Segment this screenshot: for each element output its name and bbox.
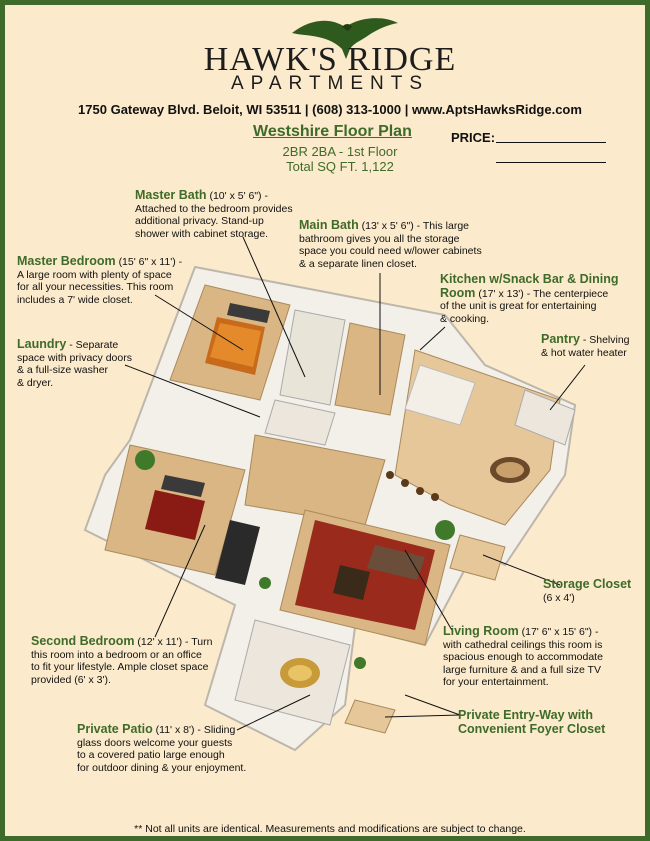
storage-closet-name: Storage Closet (543, 577, 632, 591)
brand-name: HAWK'S RIDGE (203, 41, 457, 78)
kitchen-desc-first: - The centerpiece (523, 287, 609, 300)
pantry-desc-first: - Shelving (579, 334, 630, 346)
master-bedroom-label (17, 255, 197, 306)
plan-title: Westshire Floor Plan (253, 123, 412, 140)
second-bedroom-label (31, 635, 241, 686)
laundry-desc-3: & dryer. (17, 376, 54, 389)
main-bath-label (299, 219, 519, 270)
footnote: ** Not all units are identical. Measurements and modifications are subject to change. (134, 823, 526, 835)
master-bath-desc-2: additional privacy. Stand-up (135, 215, 264, 227)
patio-desc-3: for outdoor dining & your enjoyment. (77, 761, 247, 774)
living-room-name: Living Room (443, 624, 519, 638)
laundry-desc-1: space with privacy doors (17, 351, 132, 364)
kitchen-desc-2: & cooking. (440, 312, 490, 325)
master-bath-desc-1: Attached to the bedroom provides (135, 202, 293, 215)
main-bath-desc-2: space you could need w/lower cabinets (299, 245, 482, 257)
kitchen-desc-1: of the unit is great for entertaining (440, 300, 597, 312)
patio-label (77, 723, 287, 774)
second-bedroom-desc-first: - Turn (182, 636, 213, 648)
living-room-desc-4: for your entertainment. (443, 676, 549, 688)
master-bath-dims: (10' x 5' 6") - (209, 190, 268, 202)
master-bath-desc-3: shower with cabinet storage. (135, 227, 269, 240)
entry-name-2: Convenient Foyer Closet (458, 722, 606, 736)
living-room-dims: (17' 6" x 15' 6") - (521, 626, 599, 638)
patio-dims: (11' x 8') (155, 724, 195, 736)
patio-name: Private Patio (77, 722, 153, 736)
master-bedroom-desc-3: includes a 7' wide closet. (17, 293, 133, 306)
master-bedroom-desc-1: A large room with plenty of space (17, 268, 172, 281)
address-line: 1750 Gateway Blvd. Beloit, WI 53511 | (608) 313-1000 | www.AptsHawksRidge.com (78, 102, 582, 117)
laundry-name: Laundry (17, 337, 67, 351)
kitchen-name-2: Room (440, 285, 476, 300)
second-bedroom-desc-2: to fit your lifestyle. Ample closet space (31, 661, 209, 673)
main-bath-desc-1: bathroom gives you all the storage (299, 232, 460, 245)
brand-subtitle: APARTMENTS (230, 73, 430, 94)
master-bath-label (135, 189, 315, 240)
living-room-label (443, 625, 643, 689)
main-bath-name: Main Bath (299, 218, 359, 232)
plan-subtitle: 2BR 2BA - 1st Floor (282, 144, 398, 159)
master-bedroom-desc-2: for all your necessities. This room (17, 281, 174, 293)
patio-desc-first: - Sliding (194, 724, 236, 736)
master-bedroom-dims: (15' 6" x 11') - (118, 256, 183, 268)
second-bedroom-desc-3: provided (6' x 3'). (31, 673, 111, 686)
laundry-desc-first: - Separate (66, 339, 119, 351)
second-bedroom-dims: (12' x 11') (137, 636, 183, 648)
price-label: PRICE: (451, 130, 496, 145)
entry-label (458, 708, 643, 736)
master-bath-name: Master Bath (135, 188, 207, 202)
laundry-label (17, 338, 167, 389)
pantry-desc-1: & hot water heater (541, 346, 627, 359)
kitchen-name-1: Kitchen w/Snack Bar & Dining (440, 272, 619, 286)
patio-desc-1: glass doors welcome your guests (77, 736, 233, 749)
pantry-name: Pantry (541, 332, 580, 346)
main-bath-desc-3: & a separate linen closet. (299, 257, 417, 270)
living-room-desc-2: spacious enough to accommodate (443, 651, 603, 663)
second-bedroom-name: Second Bedroom (31, 634, 135, 648)
patio-desc-2: to a covered patio large enough (77, 749, 225, 761)
plan-sqft: Total SQ FT. 1,122 (286, 159, 394, 174)
living-room-desc-1: with cathedral ceilings this room is (443, 638, 603, 651)
master-bedroom-name: Master Bedroom (17, 254, 116, 268)
pantry-label (541, 333, 641, 359)
entry-name-1: Private Entry-Way with (458, 708, 593, 722)
main-bath-dims: (13' x 5' 6") (361, 220, 414, 232)
main-bath-desc-first: - This large (413, 220, 469, 232)
storage-closet-label (543, 578, 643, 604)
storage-closet-dims: (6 x 4') (543, 591, 575, 604)
laundry-desc-2: & a full-size washer (17, 364, 109, 376)
kitchen-label (440, 273, 640, 325)
second-bedroom-desc-1: this room into a bedroom or an office (31, 648, 202, 661)
living-room-desc-3: large furniture & and a full size TV (443, 663, 601, 676)
kitchen-dims: (17' x 13') (478, 287, 524, 300)
